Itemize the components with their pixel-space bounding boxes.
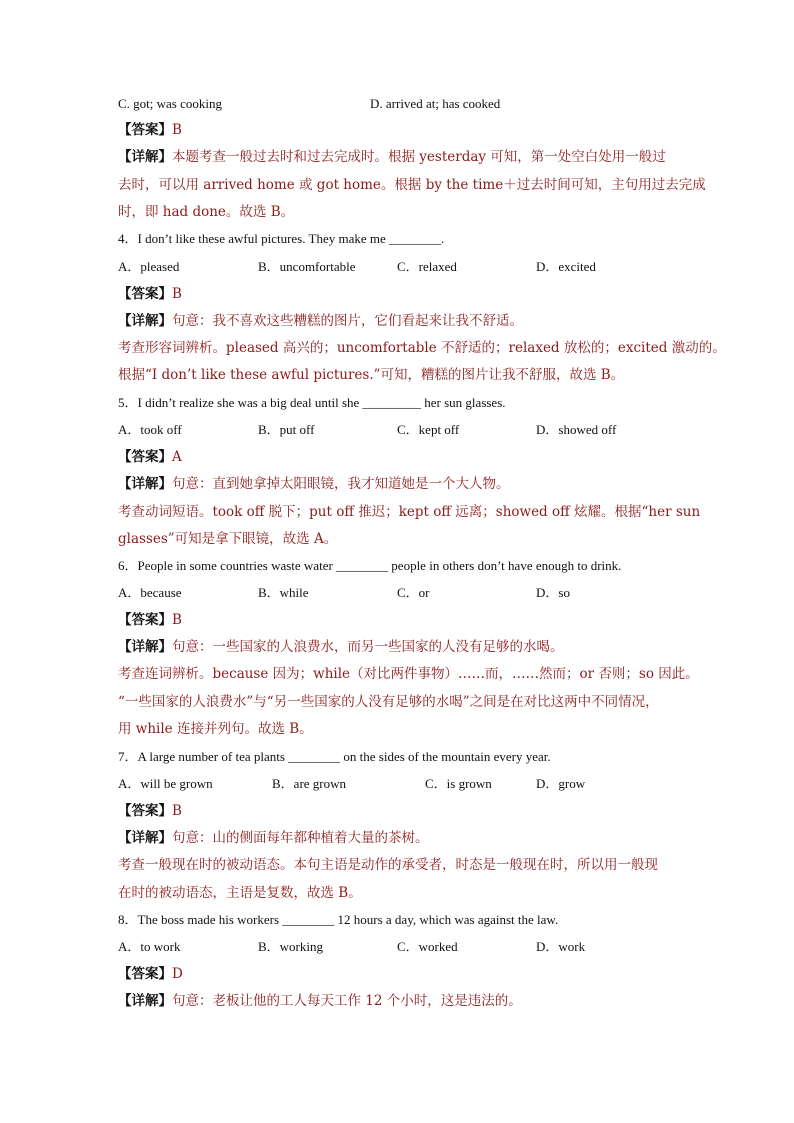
detail-text: 句意：一些国家的人浪费水，而另一些国家的人没有足够的水喝。 xyxy=(172,639,564,655)
option-a: A．pleased xyxy=(118,259,180,274)
detail-tag: 【详解】 xyxy=(118,476,172,492)
answer-value: B xyxy=(172,803,182,819)
detail-text: 句意：山的侧面每年都种植着大量的茶树。 xyxy=(172,830,429,846)
answer-line xyxy=(118,121,182,139)
option-d: D．showed off xyxy=(536,422,617,437)
detail-line xyxy=(118,148,666,166)
detail-text: 考查连词辨析。because 因为；while（对比两件事物）……而，……然而；or 否则；so 因此。 xyxy=(118,666,699,682)
answer-tag: 【答案】 xyxy=(118,803,172,819)
answer-line xyxy=(118,611,182,629)
detail-text: 本题考查一般过去时和过去完成时。根据 yesterday 可知，第一处空白处用一般过 xyxy=(172,149,666,165)
detail-text: 考查动词短语。took off 脱下；put off 推迟；kept off 远离；showed off 炫耀。根据“her sun xyxy=(118,504,701,520)
detail-line xyxy=(118,638,564,656)
answer-tag: 【答案】 xyxy=(118,612,172,628)
detail-line xyxy=(118,475,510,493)
question-stem: 7．A large number of tea plants ________ on the sides of the mountain every year. xyxy=(118,749,551,764)
option-b: B．working xyxy=(258,939,324,954)
option-c: C．worked xyxy=(397,939,458,954)
answer-tag: 【答案】 xyxy=(118,286,172,302)
detail-text: 考查一般现在时的被动语态。本句主语是动作的承受者，时态是一般现在时，所以用一般现 xyxy=(118,857,658,873)
detail-text: 句意：老板让他的工人每天工作 12 个小时，这是违法的。 xyxy=(172,993,522,1009)
detail-text: glasses”可知是拿下眼镜，故选 A。 xyxy=(118,531,338,547)
option-d: D．excited xyxy=(536,259,596,274)
answer-tag: 【答案】 xyxy=(118,966,172,982)
answer-tag: 【答案】 xyxy=(118,449,172,465)
detail-text: 句意：直到她拿掉太阳眼镜，我才知道她是一个大人物。 xyxy=(172,476,510,492)
detail-text: 时，即 had done。故选 B。 xyxy=(118,204,295,220)
option-d: D．so xyxy=(536,585,570,600)
option-c: C．or xyxy=(397,585,430,600)
answer-tag: 【答案】 xyxy=(118,122,172,138)
option-a: A．because xyxy=(118,585,182,600)
detail-text: 用 while 连接并列句。故选 B。 xyxy=(118,721,313,737)
detail-text: “一些国家的人浪费水”与“另一些国家的人没有足够的水喝”之间是在对比这两中不同情况， xyxy=(118,694,659,710)
option-d: D．work xyxy=(536,939,586,954)
question-stem: 6．People in some countries waste water ________ people in others don’t have enough to drink. xyxy=(118,558,622,573)
detail-tag: 【详解】 xyxy=(118,993,172,1009)
option-d: D. arrived at; has cooked xyxy=(370,96,501,111)
answer-value: B xyxy=(172,122,182,138)
detail-tag: 【详解】 xyxy=(118,313,172,329)
option-d: D．grow xyxy=(536,776,586,791)
option-b: B．are grown xyxy=(272,776,347,791)
option-b: B．while xyxy=(258,585,309,600)
detail-line xyxy=(118,312,523,330)
detail-tag: 【详解】 xyxy=(118,639,172,655)
detail-line xyxy=(118,829,429,847)
question-stem: 4．I don’t like these awful pictures. They make me ________. xyxy=(118,231,445,246)
answer-line xyxy=(118,965,183,983)
question-stem: 5．I didn’t realize she was a big deal until she _________ her sun glasses. xyxy=(118,395,506,410)
option-c: C．is grown xyxy=(425,776,492,791)
question-stem: 8．The boss made his workers ________ 12 hours a day, which was against the law. xyxy=(118,912,559,927)
detail-line xyxy=(118,992,522,1010)
option-c: C．relaxed xyxy=(397,259,457,274)
option-a: A．will be grown xyxy=(118,776,213,791)
option-a: A．to work xyxy=(118,939,181,954)
option-b: B．uncomfortable xyxy=(258,259,356,274)
answer-line xyxy=(118,285,182,303)
detail-text: 句意：我不喜欢这些糟糕的图片，它们看起来让我不舒适。 xyxy=(172,313,523,329)
detail-text: 在时的被动语态，主语是复数，故选 B。 xyxy=(118,885,362,901)
answer-line xyxy=(118,802,182,820)
option-a: A．took off xyxy=(118,422,182,437)
option-c: C. got; was cooking xyxy=(118,96,222,111)
answer-value: D xyxy=(172,966,183,982)
option-c: C．kept off xyxy=(397,422,460,437)
detail-tag: 【详解】 xyxy=(118,830,172,846)
option-b: B．put off xyxy=(258,422,315,437)
answer-value: A xyxy=(172,449,182,465)
answer-value: B xyxy=(172,286,182,302)
detail-text: 去时，可以用 arrived home 或 got home。根据 by the time＋过去时间可知，主句用过去完成 xyxy=(118,177,706,193)
detail-tag: 【详解】 xyxy=(118,149,172,165)
answer-value: B xyxy=(172,612,182,628)
answer-line xyxy=(118,448,182,466)
detail-text: 考查形容词辨析。pleased 高兴的；uncomfortable 不舒适的；relaxed 放松的；excited 激动的。 xyxy=(118,340,726,356)
detail-text: 根据“I don’t like these awful pictures.”可知，糟糕的图片让我不舒服，故选 B。 xyxy=(118,367,625,383)
